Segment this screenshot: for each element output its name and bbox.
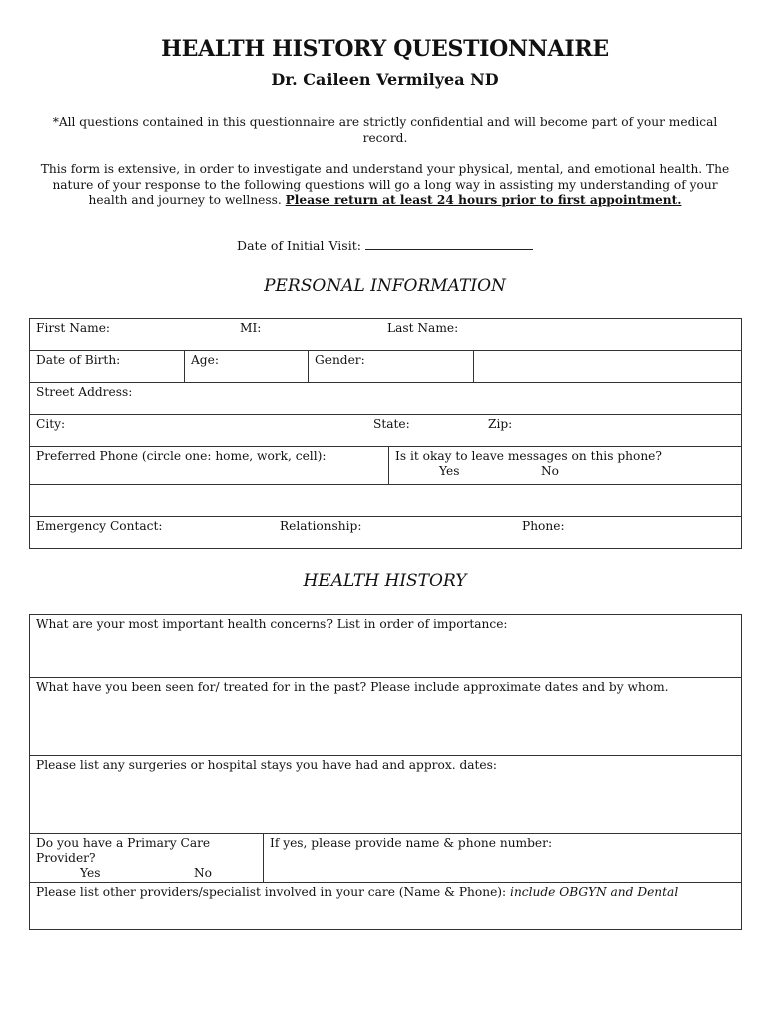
street-address-field[interactable] [30, 383, 742, 415]
street-address-label: Street Address: [36, 385, 133, 399]
state-label: State: [373, 417, 410, 431]
return-deadline-note: Please return at least 24 hours prior to first appointment. [285, 193, 682, 207]
leave-messages-label: Is it okay to leave messages on this phone? [395, 449, 662, 463]
initial-visit-field[interactable] [365, 238, 533, 250]
pcp-no-option[interactable]: No [194, 866, 213, 880]
dob-label: Date of Birth: [36, 353, 121, 367]
surgeries-field[interactable] [30, 756, 742, 834]
preferred-phone-field[interactable] [30, 447, 389, 485]
mi-label: MI: [240, 321, 262, 335]
primary-care-label: Do you have a Primary Care Provider? [36, 836, 211, 865]
emergency-phone-label: Phone: [522, 519, 565, 533]
last-name-label: Last Name: [387, 321, 459, 335]
gender-label: Gender: [315, 353, 365, 367]
intro-text: This form is extensive, in order to investigate and understand your physical, mental, and emotional health. The nature of your response to the following questions will go a long way in assisting my understanding of your health and journey to wellness. [40, 162, 730, 207]
confidentiality-note: *All questions contained in this questionnaire are strictly confidential and will become part of your medical record. [52, 115, 718, 145]
other-providers-note: include OBGYN and Dental [510, 885, 679, 899]
name-row[interactable] [30, 319, 742, 351]
age-field[interactable] [185, 351, 309, 383]
city-label: City: [36, 417, 66, 431]
phone-number-field[interactable] [30, 485, 742, 517]
health-concerns-label: What are your most important health concerns? List in order of importance: [36, 617, 508, 631]
pcp-yes-option[interactable]: Yes [80, 866, 101, 880]
initial-visit-row [0, 238, 770, 253]
other-providers-field[interactable] [30, 883, 742, 930]
pcp-details-label: If yes, please provide name & phone number: [270, 836, 553, 850]
first-name-label: First Name: [36, 321, 111, 335]
leave-messages-field [389, 447, 742, 485]
emergency-contact-label: Emergency Contact: [36, 519, 163, 533]
age-label: Age: [191, 353, 219, 367]
dob-field[interactable] [30, 351, 185, 383]
initial-visit-label: Date of Initial Visit: [237, 238, 361, 253]
relationship-label: Relationship: [280, 519, 362, 533]
surgeries-label: Please list any surgeries or hospital stays you have had and approx. dates: [36, 758, 497, 772]
other-providers-label: Please list other providers/specialist involved in your care (Name & Phone): [36, 885, 511, 899]
gender-field[interactable] [309, 351, 474, 383]
personal-info-heading: PERSONAL INFORMATION [264, 276, 506, 296]
past-treatment-field[interactable] [30, 678, 742, 756]
primary-care-field [30, 834, 264, 883]
preferred-phone-label: Preferred Phone (circle one: home, work, cell): [36, 449, 327, 463]
health-history-table [29, 614, 742, 930]
doctor-name: Dr. Caileen Vermilyea ND [271, 70, 499, 89]
messages-yes-option[interactable]: Yes [439, 464, 460, 478]
past-treatment-label: What have you been seen for/ treated for in the past? Please include approximate dates and by whom. [36, 680, 669, 694]
personal-info-table [29, 318, 742, 549]
blank-field[interactable] [474, 351, 742, 383]
health-history-heading: HEALTH HISTORY [303, 571, 467, 591]
city-row[interactable] [30, 415, 742, 447]
form-title: HEALTH HISTORY QUESTIONNAIRE [161, 36, 609, 62]
zip-label: Zip: [488, 417, 513, 431]
pcp-details-field[interactable] [264, 834, 742, 883]
emergency-row[interactable] [30, 517, 742, 549]
intro-paragraph [40, 162, 730, 209]
health-concerns-field[interactable] [30, 615, 742, 678]
messages-no-option[interactable]: No [541, 464, 560, 478]
